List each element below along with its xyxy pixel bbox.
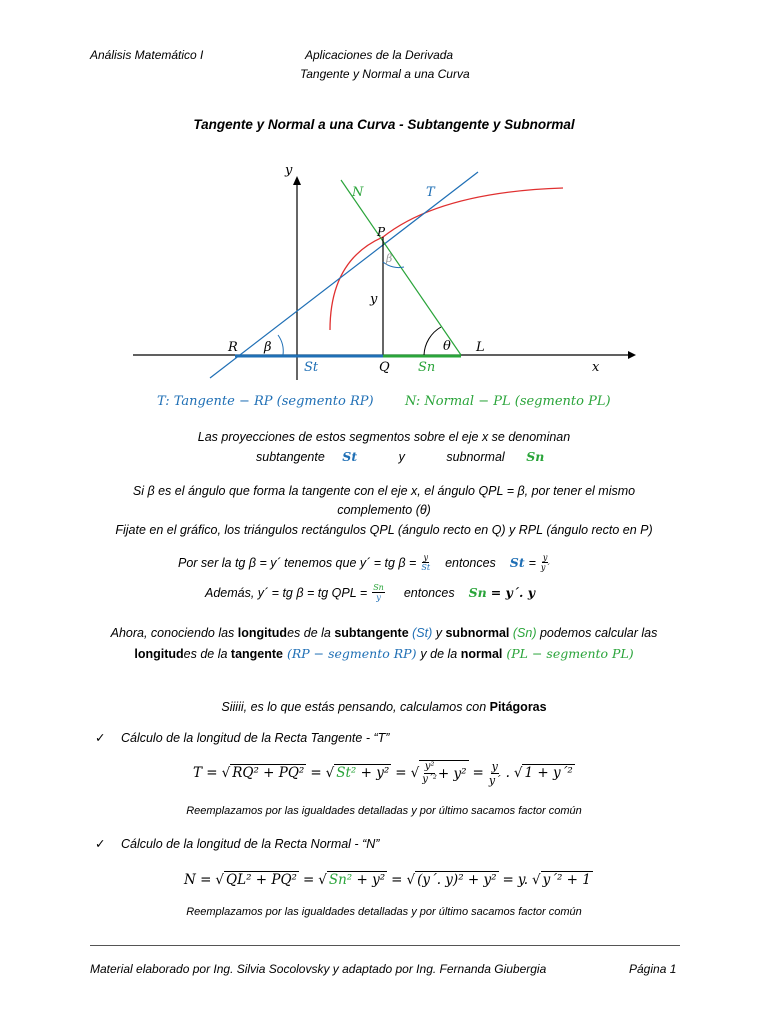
paragraph-angle-2: complemento (θ) <box>337 503 431 517</box>
n-radical-4: √ y´² + 1 <box>531 872 591 888</box>
p3-rp: (RP − segmento RP) <box>283 646 421 661</box>
n-yd: y. <box>517 872 528 888</box>
t-r2b: + y² <box>356 765 390 781</box>
label-L: L <box>476 340 485 355</box>
t-frac-2 <box>489 760 501 787</box>
p3-c: y <box>435 626 446 640</box>
footer-page-number: Página 1 <box>629 962 677 976</box>
t-frac-1 <box>422 761 437 786</box>
n-r1: QL² + PQ² <box>226 872 297 888</box>
eq1-num: y <box>423 553 428 562</box>
label-theta: θ <box>443 339 451 354</box>
eq1-fraction <box>421 553 430 572</box>
label-P: P <box>377 225 386 239</box>
n-eq2: = <box>391 872 403 888</box>
t-r2a: St² <box>336 765 357 781</box>
paragraph-angle-1: Si β es el ángulo que forma la tangente con el eje x, el ángulo QPL = β, por tener el mismo <box>132 484 636 498</box>
beta-arc-bottom <box>278 335 283 355</box>
p3-sn: (Sn) <box>509 626 540 640</box>
section-normal-title: Cálculo de la longitud de la Recta Normal - “N” <box>120 837 380 851</box>
label-St: St <box>304 360 319 375</box>
t-f2den: y´ <box>488 773 501 787</box>
n-r2a: Sn² <box>328 872 353 888</box>
t-r1: RQ² + PQ² <box>232 765 305 781</box>
equation-st <box>178 553 550 572</box>
section-normal-heading <box>95 836 379 851</box>
p3-pl: (PL − segmento PL) <box>502 646 634 661</box>
t-dot: . <box>505 765 510 781</box>
paragraph-lengths-2 <box>0 646 768 661</box>
footer-credit: Material elaborado por Ing. Silvia Socolovsky y adaptado por Ing. Fernanda Giubergia <box>90 962 547 976</box>
n-radical-1: √ QL² + PQ² <box>215 872 297 888</box>
section-tangent-note: Reemplazamos por las igualdades detalladas y por último sacamos factor común <box>186 805 582 817</box>
n-r3: (y´. y)² + y² <box>417 872 497 888</box>
eq1-st-symbol: St <box>509 555 525 570</box>
label-beta-bottom: β <box>264 340 272 355</box>
section-normal-note: Reemplazamos por las igualdades detalladas y por último sacamos factor común <box>186 906 582 918</box>
y-axis-arrow <box>293 176 301 185</box>
subtangent-line <box>256 449 544 464</box>
check-icon: ✓ <box>95 837 106 851</box>
header-topic-2: Tangente y Normal a una Curva <box>300 67 470 81</box>
label-x-axis: x <box>592 360 600 375</box>
p3-subn: subnormal <box>445 626 510 640</box>
eq2-rest: = y´. y <box>490 585 536 600</box>
eq2-fraction <box>372 583 385 602</box>
eq1-den: St <box>421 563 431 572</box>
section-tangent-heading <box>95 730 389 745</box>
eq1-entonces: entonces <box>445 555 496 570</box>
t-radical-3: √ $\frac{\text{y²}}{\text{y´²}}$ + y² <box>410 761 467 785</box>
eq1-num2: y <box>542 553 548 562</box>
p4-b: Pitágoras <box>489 700 547 714</box>
footer-divider <box>90 945 680 946</box>
t-r3b: + y² <box>437 765 467 782</box>
t-fnum: y² <box>424 761 435 772</box>
paragraph-projections: Las proyecciones de estos segmentos sobre el eje x se denominan <box>197 430 571 444</box>
n-eq3: = <box>502 872 514 888</box>
definition-tangent: T: Tangente − RP (segmento RP) <box>157 394 374 409</box>
header-course: Análisis Matemático I <box>90 48 204 62</box>
p3-tang: tangente <box>230 647 284 661</box>
x-axis-arrow <box>628 351 636 359</box>
paragraph-pitagoras <box>0 700 768 714</box>
formula-normal <box>184 872 593 888</box>
t-eq3: = <box>472 765 484 781</box>
label-N: N <box>352 185 364 200</box>
p3-norm: normal <box>460 647 503 661</box>
subtangent-symbol: St <box>342 449 358 464</box>
p3-st: (St) <box>408 626 436 640</box>
n-radical-2: √ Sn² + y² <box>318 872 386 888</box>
definition-normal: N: Normal − PL (segmento PL) <box>405 394 611 409</box>
label-R: R <box>228 340 238 355</box>
label-Q: Q <box>379 360 390 375</box>
subnormal-symbol: Sn <box>526 449 545 464</box>
label-Sn: Sn <box>418 360 436 375</box>
eq1-den2: y´ <box>540 563 550 572</box>
label-beta-top: β <box>386 252 393 265</box>
p3-subt: subtangente <box>334 626 409 640</box>
tangent-normal-diagram <box>0 150 768 385</box>
formula-tangent <box>193 752 575 794</box>
t-eq1: = <box>310 765 322 781</box>
tangent-line <box>210 172 478 378</box>
eq2-entonces: entonces <box>403 585 455 600</box>
p3-b: es de la <box>287 626 335 640</box>
eq2-sn-symbol: Sn <box>468 585 487 600</box>
t-r4: 1 + y´² <box>524 765 573 781</box>
check-icon: ✓ <box>95 731 106 745</box>
equation-sn <box>205 583 535 602</box>
p3-d: podemos calcular las <box>539 626 658 640</box>
t-radical-1: √ RQ² + PQ² <box>221 765 305 781</box>
page-title: Tangente y Normal a una Curva - Subtangente y Subnormal <box>193 117 575 132</box>
t-eq2: = <box>395 765 407 781</box>
n-radical-3: √ (y´. y)² + y² <box>406 872 497 888</box>
eq1-fraction-2 <box>541 553 550 572</box>
subtangent-word: subtangente <box>256 450 325 464</box>
n-lhs: N = <box>184 872 212 888</box>
eq2-den: y <box>376 593 381 602</box>
theta-arc <box>424 327 441 355</box>
n-r4: y´² + 1 <box>542 872 591 888</box>
p3-long: longitud <box>237 626 288 640</box>
paragraph-triangles: Fijate en el gráfico, los triángulos rectángulos QPL (ángulo recto en Q) y RPL (ángulo recto en P) <box>115 523 653 537</box>
t-f2num: y <box>491 759 498 773</box>
t-fden: y´² <box>422 774 437 785</box>
subnormal-word: subnormal <box>446 450 505 464</box>
paragraph-lengths-1 <box>0 626 768 640</box>
t-radical-4: √ 1 + y´² <box>513 765 573 781</box>
conjunction-y: y <box>398 450 405 464</box>
eq1-text: Por ser la tg β = y´ tenemos que y´ = tg β = <box>178 555 417 570</box>
eq1-equals: = <box>528 555 536 570</box>
n-eq1: = <box>302 872 315 888</box>
t-radical-2: √ St² + y² <box>325 765 390 781</box>
label-T: T <box>426 185 435 200</box>
eq2-num: Sn <box>373 583 384 592</box>
p3-long2: longitud <box>134 647 184 661</box>
t-lhs: T = <box>193 765 218 781</box>
eq2-text: Además, y´ = tg β = tg QPL = <box>205 585 368 600</box>
p3-e: es de la <box>183 647 231 661</box>
p3-a: Ahora, conociendo las <box>110 626 238 640</box>
label-y-axis: y <box>285 163 293 178</box>
label-y-segment: y <box>370 292 378 307</box>
p4-a: Siiiii, es lo que estás pensando, calculamos con <box>221 700 490 714</box>
section-tangent-title: Cálculo de la longitud de la Recta Tangente - “T” <box>120 731 390 745</box>
p3-f: y de la <box>420 647 461 661</box>
n-r2b: + y² <box>352 872 386 888</box>
header-topic-1: Aplicaciones de la Derivada <box>305 48 454 62</box>
